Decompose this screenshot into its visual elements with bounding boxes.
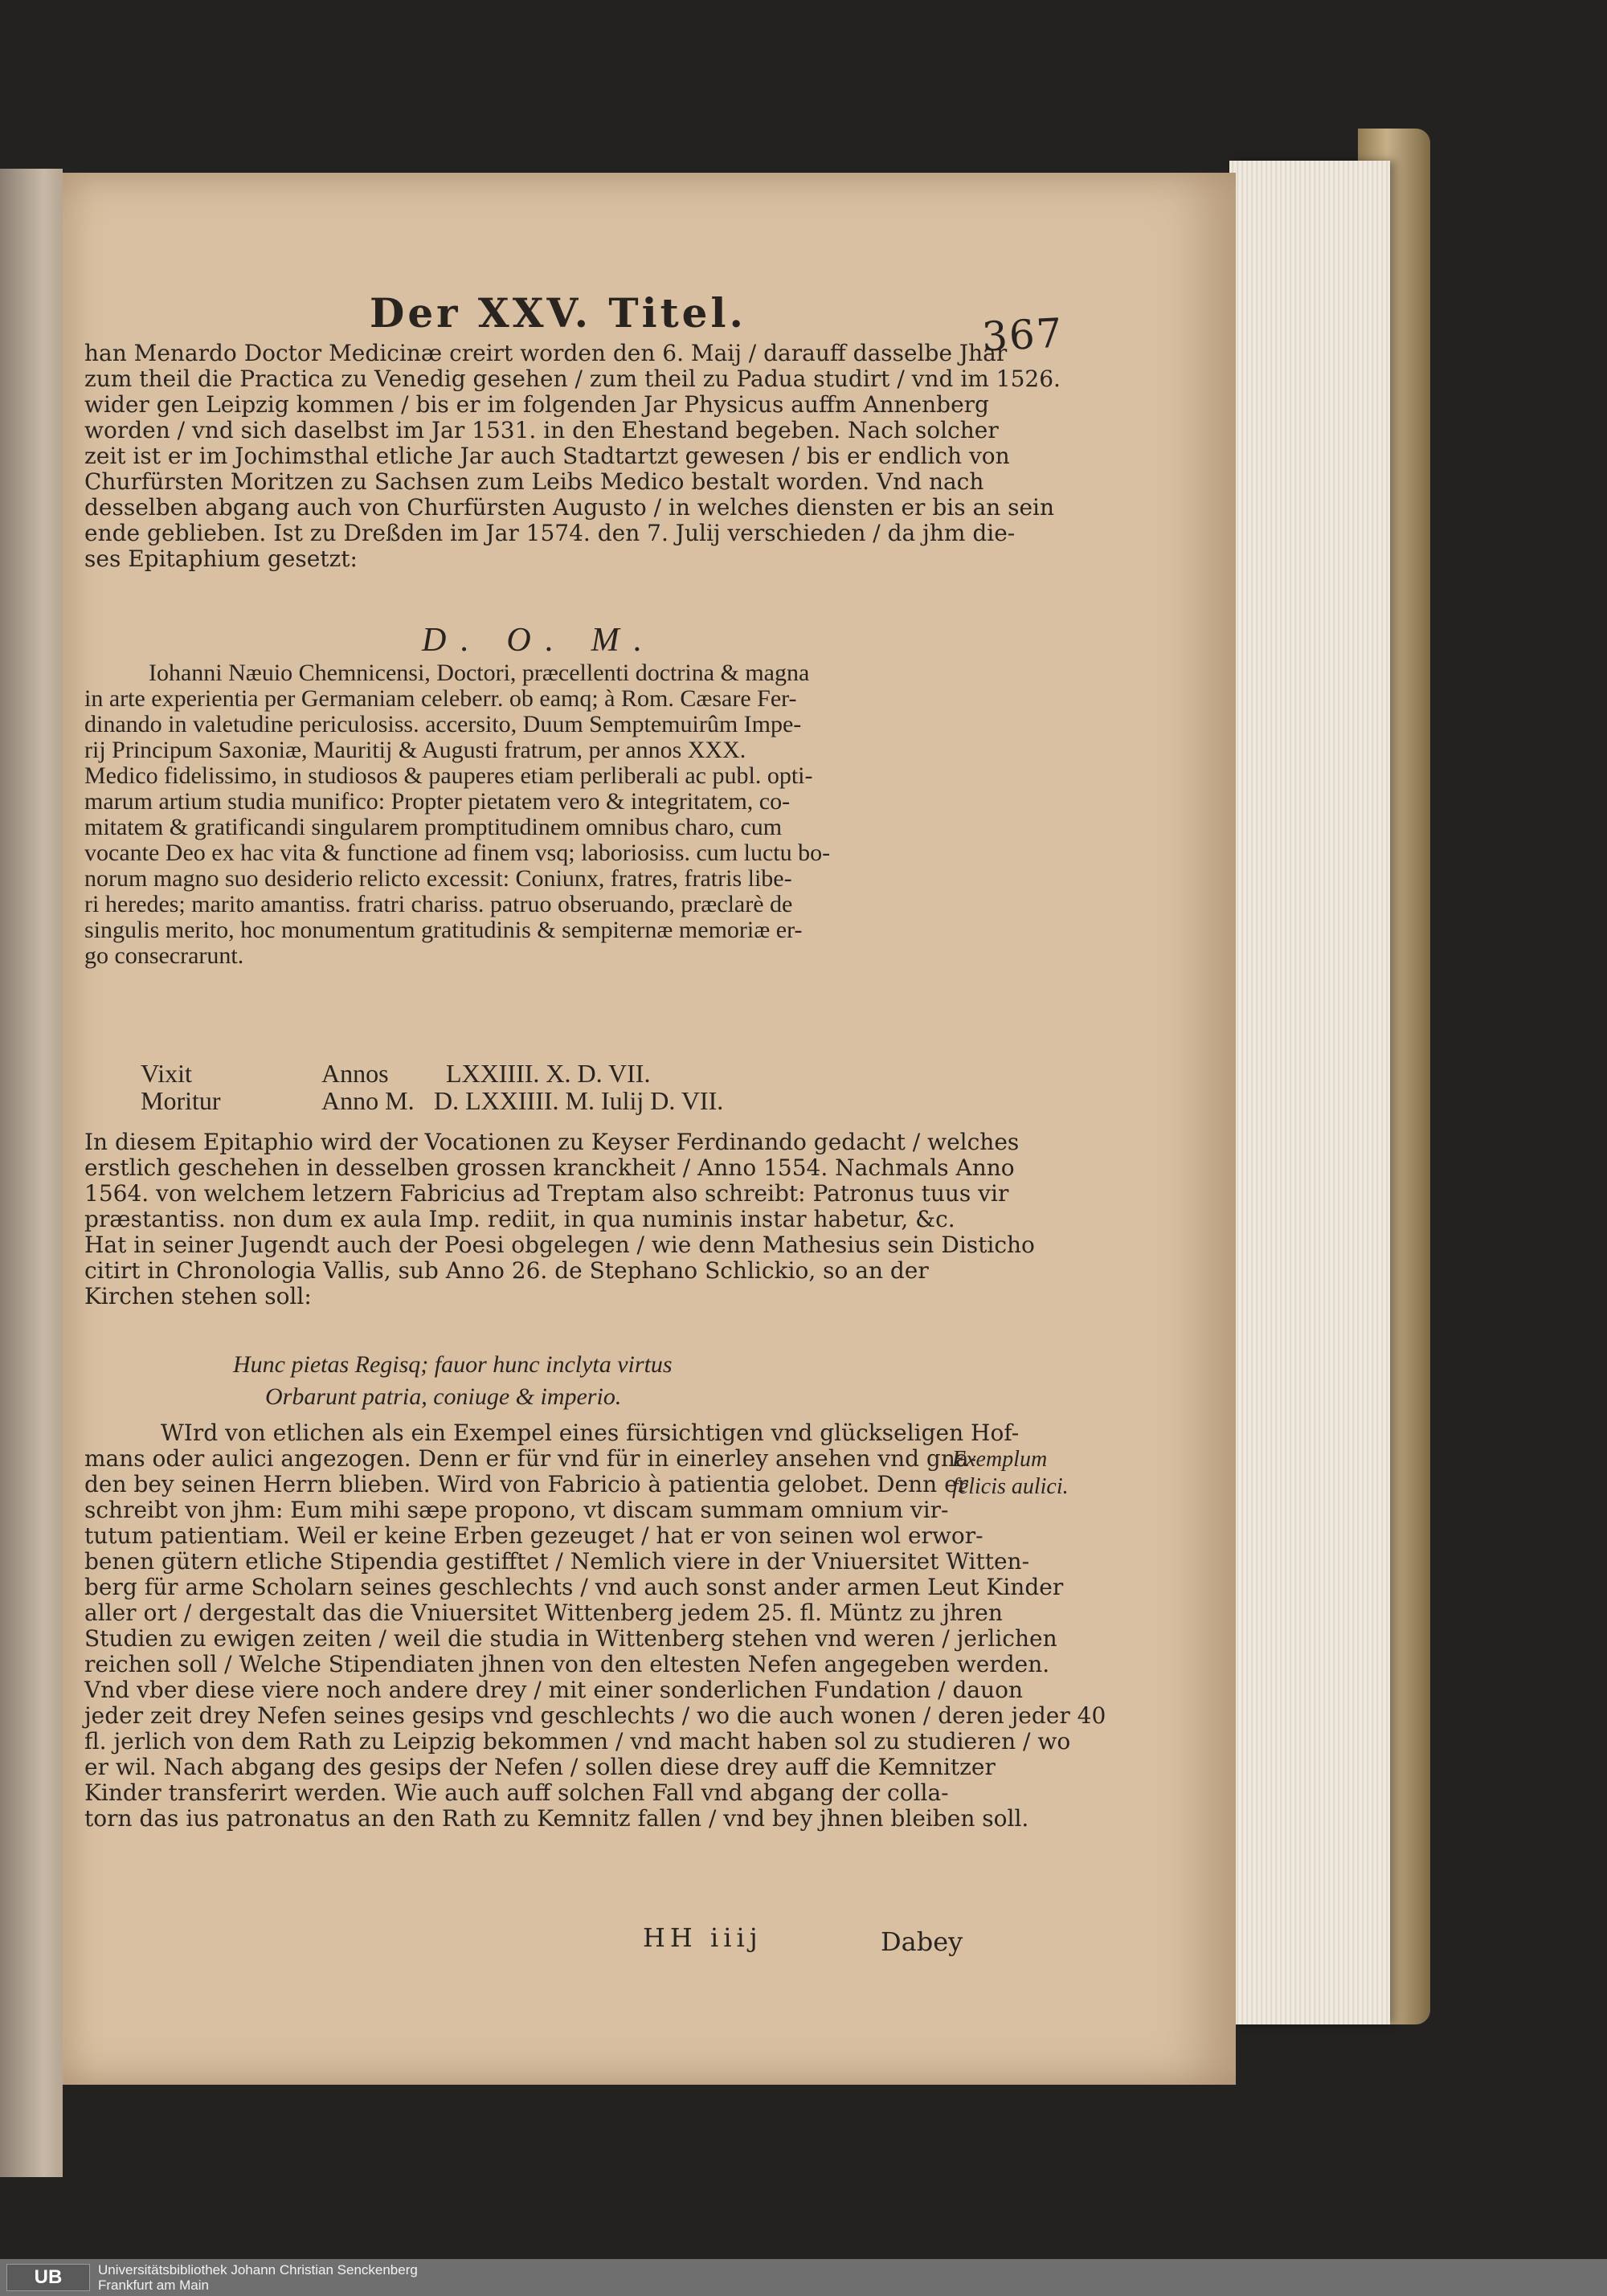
library-name: Universitätsbibliothek Johann Christian Senckenberg [98, 2262, 418, 2278]
text-line: zum theil die Practica zu Venedig gesehen / zum theil zu Padua studirt / vnd im 1526. [84, 366, 1061, 392]
library-footer-bar [0, 2259, 1607, 2296]
marginal-note-line: felicis aulici. [952, 1474, 1069, 1499]
previous-page-bleed [3, 193, 58, 2121]
text-line: ende geblieben. Ist zu Dreßden im Jar 1574. den 7. Julij verschieden / da jhm die- [84, 520, 1016, 546]
marginal-note-line: Exemplum [952, 1447, 1048, 1472]
text-line: Iohanni Næuio Chemnicensi, Doctori, præcellenti doctrina & magna [149, 660, 810, 686]
paragraph-vocation [84, 1129, 1035, 1309]
text-line: Churfürsten Moritzen zu Sachsen zum Leibs Medico bestalt worden. Vnd nach [84, 468, 984, 495]
moritur-value: D. LXXIIII. M. Iulij D. VII. [434, 1086, 724, 1115]
text-line: Hat in seiner Jugendt auch der Poesi obgelegen / wie denn Mathesius sein Disticho [84, 1232, 1035, 1258]
marginal-note [952, 1446, 1069, 1501]
text-line: zeit ist er im Jochimsthal etliche Jar auch Stadtartzt gewesen / bis er endlich von [84, 443, 1010, 469]
text-line: erstlich geschehen in desselben grossen kranckheit / Anno 1554. Nachmals Anno [84, 1154, 1015, 1181]
text-line: marum artium studia munifico: Propter pietatem vero & integritatem, co- [84, 788, 791, 815]
text-line: reichen soll / Welche Stipendiaten jhnen von den eltesten Nefen angegeben werden. [84, 1651, 1050, 1677]
text-line: Vnd vber diese viere noch andere drey / mit einer sonderlichen Fundation / dauon [84, 1677, 1024, 1703]
text-line: 1564. von welchem letzern Fabricius ad Treptam also schreibt: Patronus tuus vir [84, 1180, 1009, 1207]
vixit-unit: Annos [321, 1059, 389, 1088]
vixit-label: Vixit [141, 1059, 192, 1088]
running-title: Der XXV. Titel. [370, 289, 746, 337]
epitaph-heading: D. O. M. [422, 622, 657, 659]
page-number: 367 [980, 309, 1065, 361]
library-location: Frankfurt am Main [98, 2278, 209, 2293]
vixit-value: LXXIIII. X. D. VII. [446, 1059, 651, 1088]
text-line: aller ort / dergestalt das die Vniuersitet Wittenberg jedem 25. fl. Müntz zu jhren [84, 1599, 1003, 1626]
text-line: wider gen Leipzig kommen / bis er im folgenden Jar Physicus auffm Annenberg [84, 391, 989, 418]
verse-line-2: Orbarunt patria, coniuge & imperio. [265, 1383, 622, 1410]
text-line: han Menardo Doctor Medicinæ creirt worden den 6. Maij / darauff dasselbe Jhar [84, 340, 1008, 366]
text-line: schreibt von jhm: Eum mihi sæpe propono, vt discam summam omnium vir- [84, 1497, 949, 1523]
text-line: dinando in valetudine periculosiss. accersito, Duum Semptemuirûm Impe- [84, 711, 802, 737]
text-line: jeder zeit drey Nefen seines gesips vnd geschlechts / wo die auch wonen / deren jeder 40 [84, 1702, 1106, 1729]
page-edges [1229, 161, 1390, 2024]
text-line: norum magno suo desiderio relicto excessit: Coniunx, fratres, fratris libe- [84, 865, 792, 892]
text-line: WIrd von etlichen als ein Exempel eines fürsichtigen vnd glückseligen Hof- [161, 1420, 1020, 1446]
text-line: singulis merito, hoc monumentum gratitudinis & sempiternæ memoriæ er- [84, 917, 803, 943]
text-line: Medico fidelissimo, in studiosos & pauperes etiam perliberali ac publ. opti- [84, 762, 813, 789]
moritur-label: Moritur [141, 1086, 221, 1115]
text-line: In diesem Epitaphio wird der Vocationen zu Keyser Ferdinando gedacht / welches [84, 1129, 1020, 1155]
text-line: citirt in Chronologia Vallis, sub Anno 26. de Stephano Schlickio, so an der [84, 1257, 929, 1284]
text-line: worden / vnd sich daselbst im Jar 1531. in den Ehestand begeben. Nach solcher [84, 417, 999, 443]
text-line: in arte experientia per Germaniam celeberr. ob eamq; à Rom. Cæsare Fer- [84, 685, 797, 712]
verse-line-1: Hunc pietas Regisq; fauor hunc inclyta virtus [233, 1351, 673, 1378]
text-line: go consecrarunt. [84, 942, 244, 969]
previous-page-edge [0, 169, 63, 2177]
text-line: tutum patientiam. Weil er keine Erben gezeuget / hat er von seinen wol erwor- [84, 1522, 983, 1549]
text-line: berg für arme Scholarn seines geschlechts / vnd auch sonst ander armen Leut Kinder [84, 1574, 1064, 1600]
text-line: præstantiss. non dum ex aula Imp. rediit, in qua numinis instar habetur, &c. [84, 1206, 955, 1232]
text-line: Kinder transferirt werden. Wie auch auff solchen Fall vnd abgang der colla- [84, 1779, 949, 1806]
moritur-unit: Anno M. [321, 1086, 415, 1115]
library-logo[interactable]: UB [6, 2264, 90, 2291]
catchword: Dabey [881, 1926, 963, 1957]
signature-mark: HH iiij [643, 1922, 763, 1953]
text-line: torn das ius patronatus an den Rath zu Kemnitz fallen / vnd bey jhnen bleiben soll. [84, 1805, 1029, 1832]
text-line: den bey seinen Herrn blieben. Wird von Fabricio à patientia gelobet. Denn er [84, 1471, 969, 1497]
text-line: desselben abgang auch von Churfürsten Augusto / in welches diensten er bis an sein [84, 494, 1055, 521]
text-line: mitatem & gratificandi singularem promptitudinem omnibus charo, cum [84, 814, 783, 840]
paragraph-biography [84, 340, 1061, 572]
text-line: ses Epitaphium gesetzt: [84, 545, 358, 572]
text-line: Kirchen stehen soll: [84, 1283, 312, 1309]
text-line: er wil. Nach abgang des gesips der Nefen / sollen diese drey auff die Kemnitzer [84, 1754, 996, 1780]
text-line: benen gütern etliche Stipendia gestifftet / Nemlich viere in der Vniuersitet Witten- [84, 1548, 1030, 1575]
epitaph-text [84, 660, 960, 969]
text-line: vocante Deo ex hac vita & functione ad finem vsq; laboriosiss. cum luctu bo- [84, 840, 831, 866]
text-line: Studien zu ewigen zeiten / weil die studia in Wittenberg stehen vnd weren / jerlichen [84, 1625, 1057, 1652]
text-line: rij Principum Saxoniæ, Mauritij & Augusti fratrum, per annos XXX. [84, 737, 746, 763]
text-line: fl. jerlich von dem Rath zu Leipzig bekommen / vnd macht haben sol zu studieren / wo [84, 1728, 1071, 1755]
text-line: mans oder aulici angezogen. Denn er für vnd für in einerley ansehen vnd gna- [84, 1445, 977, 1472]
text-line: ri heredes; marito amantiss. fratri chariss. patruo obseruando, præclarè de [84, 891, 793, 917]
